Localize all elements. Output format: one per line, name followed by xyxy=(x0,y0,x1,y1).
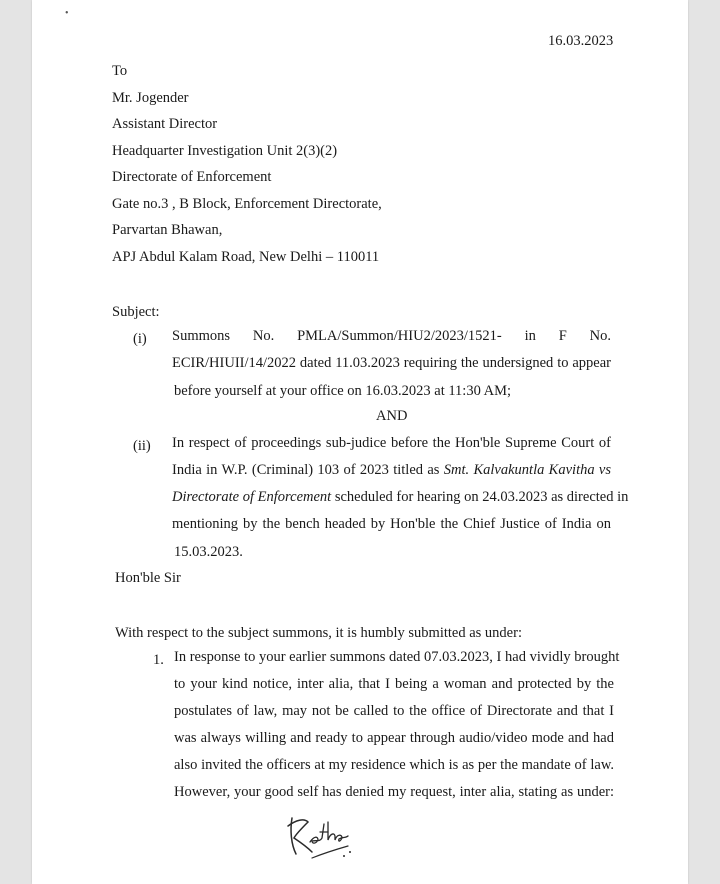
subject-item-2-line: mentioning by the bench headed by Hon'ble the Chief Justice of India on xyxy=(172,516,611,532)
scan-mark: • xyxy=(65,8,69,19)
document-page xyxy=(32,0,688,884)
paragraph-1-line: to your kind notice, inter alia, that I being a woman and protected by the xyxy=(174,676,614,692)
subject-item-2-line: In respect of proceedings sub-judice before the Hon'ble Supreme Court of xyxy=(172,435,611,451)
letter-date: 16.03.2023 xyxy=(548,33,614,49)
intro-text: With respect to the subject summons, it is humbly submitted as under: xyxy=(115,625,522,641)
subject-item-2-number: (ii) xyxy=(133,438,151,454)
subject-item-1-line: before yourself at your office on 16.03.2023 at 11:30 AM; xyxy=(174,383,512,399)
paragraph-1-line: was always willing and ready to appear through audio/video mode and had xyxy=(174,730,614,746)
paragraph-1-line: However, your good self has denied my request, inter alia, stating as under: xyxy=(174,784,614,800)
subject-label: Subject: xyxy=(112,304,160,320)
subject-item-2-line: 15.03.2023. xyxy=(174,544,243,560)
recipient-unit: Headquarter Investigation Unit 2(3)(2) xyxy=(112,143,338,159)
subject-item-1-line: ECIR/HIUII/14/2022 dated 11.03.2023 requiring the undersigned to appear xyxy=(172,355,611,371)
signature xyxy=(282,808,362,864)
to-label: To xyxy=(112,63,128,79)
recipient-office: Directorate of Enforcement xyxy=(112,169,272,185)
recipient-name: Mr. Jogender xyxy=(112,90,189,106)
paragraph-1-number: 1. xyxy=(153,652,164,668)
paragraph-1-line: postulates of law, may not be called to the office of Directorate and that I xyxy=(174,703,614,719)
subject-item-2-line: Directorate of Enforcement scheduled for hearing on 24.03.2023 as directed in xyxy=(172,489,629,505)
recipient-address-line-1: Gate no.3 , B Block, Enforcement Directorate, xyxy=(112,196,382,212)
subject-item-2-line: India in W.P. (Criminal) 103 of 2023 titled as Smt. Kalvakuntla Kavitha vs xyxy=(172,462,612,478)
recipient-address-line-2: Parvartan Bhawan, xyxy=(112,222,223,238)
recipient-address-line-3: APJ Abdul Kalam Road, New Delhi – 110011 xyxy=(112,249,380,265)
paragraph-1-line: also invited the officers at my residence which is as per the mandate of law. xyxy=(174,757,614,773)
subject-item-1-number: (i) xyxy=(133,331,147,347)
paragraph-1-line: In response to your earlier summons dated 07.03.2023, I had vividly brought xyxy=(174,649,620,665)
and-separator: AND xyxy=(376,408,408,424)
recipient-designation: Assistant Director xyxy=(112,116,218,132)
salutation: Hon'ble Sir xyxy=(115,570,181,586)
subject-item-1-line: Summons No. PMLA/Summon/HIU2/2023/1521- in F No. xyxy=(172,328,611,344)
